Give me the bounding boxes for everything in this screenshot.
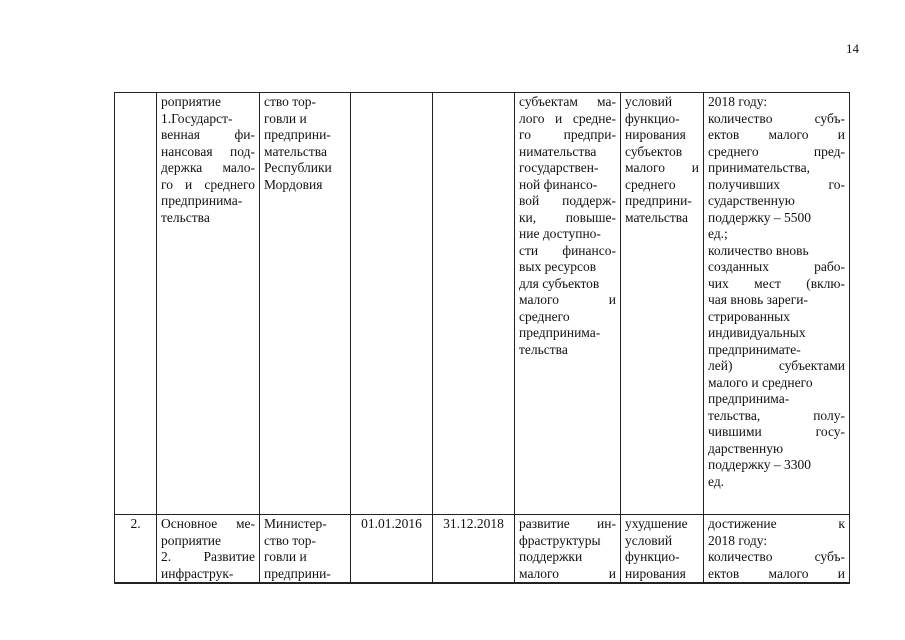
cell-start-date [351, 93, 433, 515]
cell-expected-result: субъектам ма- лого и средне- го предпри- нимательства государствен- ной финансо- вой поддерж- ки, повыше- ние доступно- сти финансо- вых ресурсов для субъектов малого и среднего предпринима- тельства [515, 93, 621, 515]
cell-event: Основное ме- роприятие 2. Развитие инфраструк- [157, 515, 260, 584]
cell-end-date [433, 93, 515, 515]
table-row [115, 515, 850, 584]
cell-risk: условий функцио- нирования субъектов малого и среднего предприни- мательства [621, 93, 704, 515]
cell-number [115, 93, 157, 515]
page-number: 14 [846, 41, 859, 56]
cell-event: роприятие 1.Государст- венная фи- нансовая под- держка мало- го и среднего предпринима- тельства [157, 93, 260, 515]
cell-end-date: 31.12.2018 [433, 515, 515, 584]
cell-indicator: достижение к 2018 году: количество субъ- ектов малого и [704, 515, 850, 584]
cell-risk: ухудшение условий функцио- нирования [621, 515, 704, 584]
cell-executor: ство тор- говли и предприни- мательства Республики Мордовия [260, 93, 351, 515]
cell-number: 2. [115, 515, 157, 584]
program-table [114, 92, 850, 584]
cell-executor: Министер- ство тор- говли и предприни- [260, 515, 351, 584]
cell-start-date: 01.01.2016 [351, 515, 433, 584]
cell-expected-result: развитие ин- фраструктуры поддержки малого и [515, 515, 621, 584]
table-row [115, 93, 850, 515]
cell-indicator: 2018 году: количество субъ- ектов малого и среднего пред- принимательства, получивших го- сударственную поддержку – 5500 ед.; количество вновь созданных рабо- чих мест (вклю- чая вновь зареги- стрированных индивидуальных предпринимате- лей) субъектами малого и среднего предпринима- тельства, полу- чившими госу- дарственную поддержку – 3300 ед. [704, 93, 850, 515]
